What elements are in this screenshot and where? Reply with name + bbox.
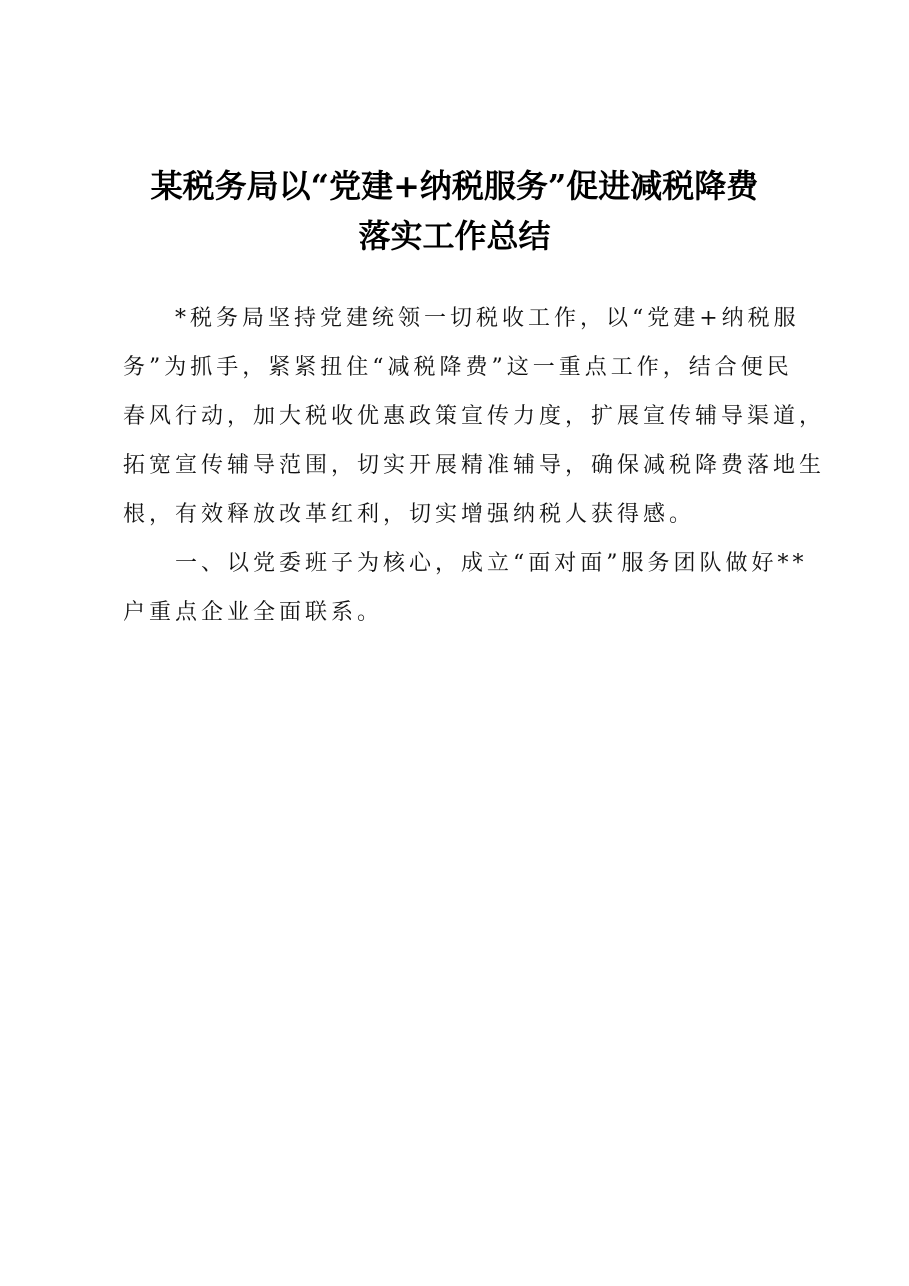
paragraph-line: 根，有效释放改革红利，切实增强纳税人获得感。 [123, 502, 696, 527]
body-paragraph-intro [123, 294, 826, 539]
paragraph-line: 户重点企业全面联系。 [123, 600, 384, 625]
paragraph-line: 春风行动，加大税收优惠政策宣传力度，扩展宣传辅导渠道， [123, 404, 826, 429]
paragraph-line: *税务局坚持党建统领一切税收工作，以“党建+纳税服 [123, 306, 800, 331]
paragraph-line: 拓宽宣传辅导范围，切实开展精准辅导，确保减税降费落地生 [123, 453, 826, 478]
body-paragraph-section-one [123, 539, 808, 637]
document-title-line-1: 某税务局以“党建+纳税服务”促进减税降费 [150, 167, 759, 205]
document-title-line-2: 落实工作总结 [358, 217, 551, 255]
paragraph-line: 务”为抓手，紧紧扭住“减税降费”这一重点工作，结合便民 [123, 355, 793, 380]
paragraph-line: 一、以党委班子为核心，成立“面对面”服务团队做好** [123, 551, 808, 576]
